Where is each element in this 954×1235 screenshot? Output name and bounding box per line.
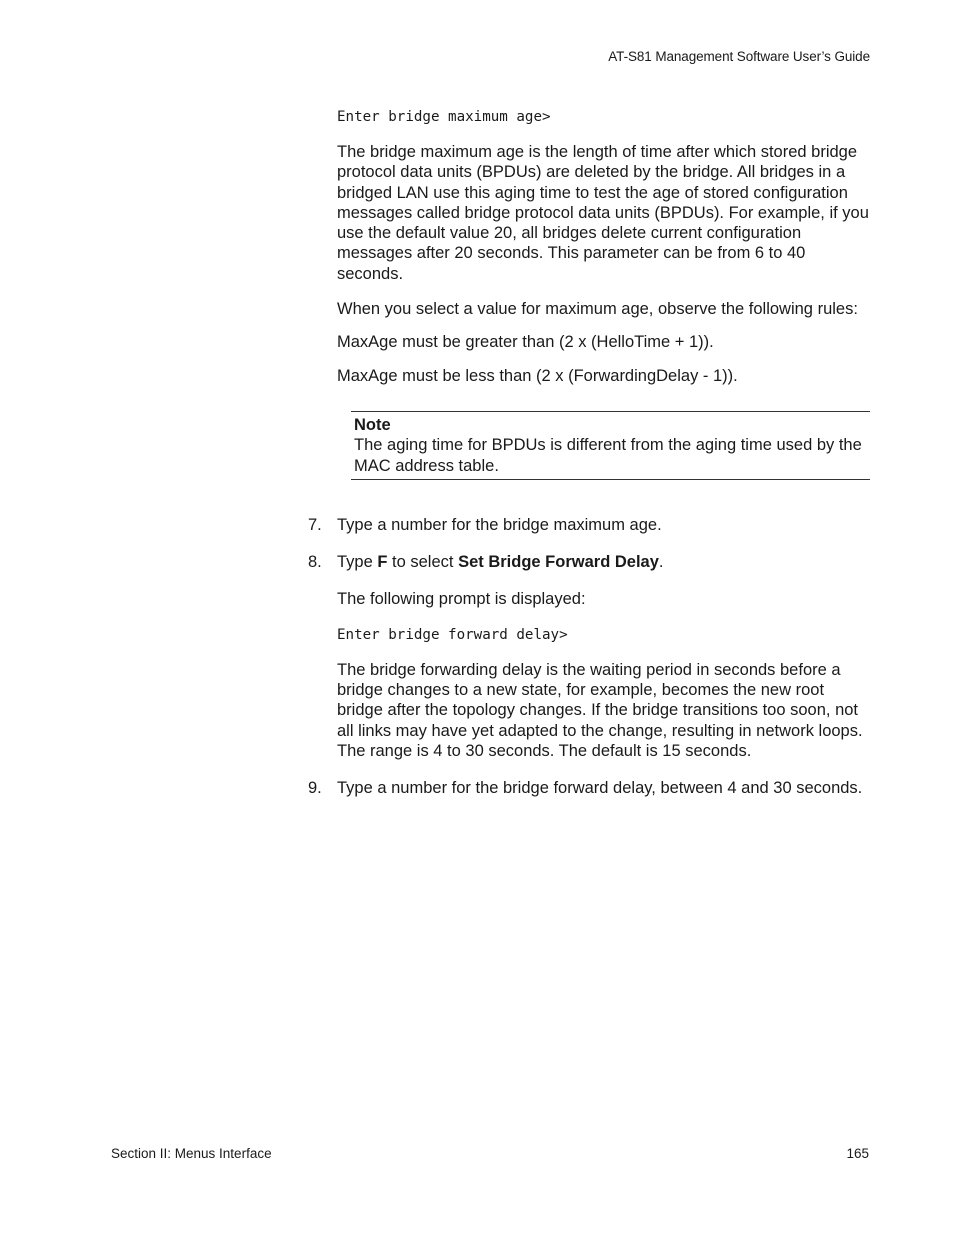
running-header: AT-S81 Management Software User’s Guide [608, 49, 870, 64]
step-text-suffix: . [658, 553, 664, 572]
step-number: 8. [308, 553, 322, 572]
footer-section: Section II: Menus Interface [111, 1146, 272, 1161]
step-9 [308, 778, 870, 798]
rule-less-than: MaxAge must be less than (2 x (ForwardingDelay - 1)). [337, 366, 738, 385]
page-number: 165 [846, 1146, 869, 1161]
key-f: F [377, 553, 388, 572]
paragraph-prompt-displayed: The following prompt is displayed: [337, 590, 586, 609]
paragraph-forward-delay-description: The bridge forwarding delay is the waiting period in seconds before a bridge changes to a new state, for example, becomes the new root bridge after the topology changes. If the bridge transitions too soon, not all links may have yet adapted to the change, resulting in network loops. The range is 4 to 30 seconds. The default is 15 seconds. [337, 660, 863, 760]
step-number: 9. [308, 779, 322, 798]
step-text: Type a number for the bridge maximum age. [337, 515, 662, 534]
step-text: Type a number for the bridge forward delay, between 4 and 30 seconds. [337, 779, 863, 798]
step-text-prefix: Type [337, 553, 378, 572]
step-text [337, 552, 870, 572]
rule-greater-than: MaxAge must be greater than (2 x (HelloTime + 1)). [337, 333, 714, 352]
note-title: Note [354, 415, 391, 434]
main-content [308, 107, 870, 799]
paragraph-rules-intro: When you select a value for maximum age, observe the following rules: [337, 300, 858, 319]
step-number: 7. [308, 515, 322, 534]
menu-option-name: Set Bridge Forward Delay [458, 553, 659, 572]
paragraph-max-age-description: The bridge maximum age is the length of time after which stored bridge protocol data units (BPDUs) are deleted by the bridge. All bridges in a bridged LAN use this aging time to test the age of stored configuration messages called bridge protocol data units (BPDUs). For example, if you use the default value 20, all bridges delete current configuration messages after 20 seconds. This parameter can be from 6 to 40 seconds. [337, 143, 869, 283]
step-8 [308, 552, 870, 572]
prompt-max-age: Enter bridge maximum age> [337, 109, 551, 125]
step-text-middle: to select [387, 553, 459, 572]
note-text: The aging time for BPDUs is different from the aging time used by the MAC address table. [354, 436, 862, 475]
prompt-forward-delay: Enter bridge forward delay> [337, 626, 568, 643]
step-7 [308, 515, 870, 535]
note-box [351, 411, 870, 480]
